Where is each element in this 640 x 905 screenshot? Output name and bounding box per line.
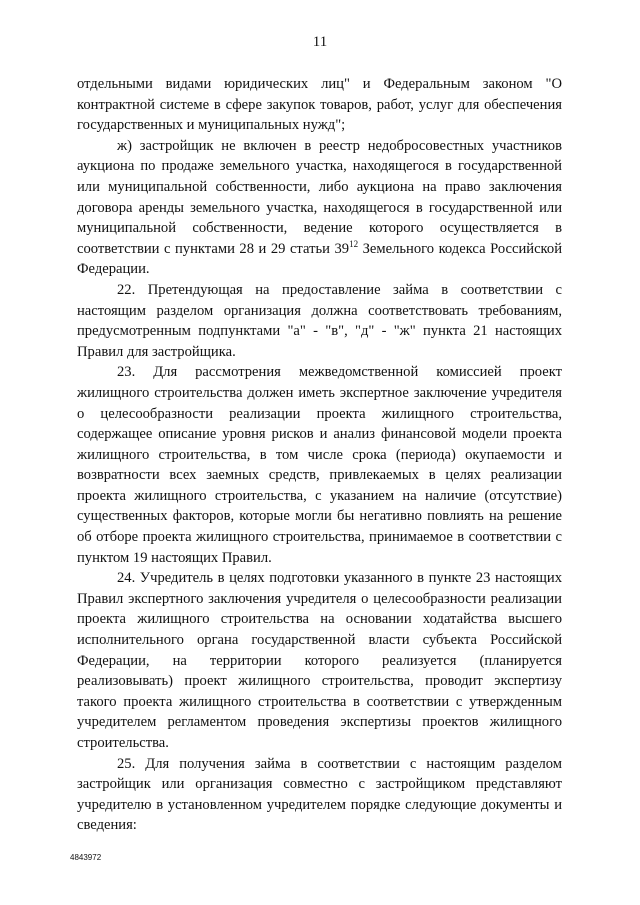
paragraph-22: 22. Претендующая на предоставление займа в соответствии с настоящим разделом организация должна соответствовать требованиям, предусмотренным подпунктами "а" - "в", "д" - "ж" пункта 21 настоящих Правил для застройщика.: [77, 281, 562, 360]
paragraph-24: 24. Учредитель в целях подготовки указанного в пункте 23 настоящих Правил экспертного заключения учредителя о целесообразности реализации проекта жилищного строительства на основании ходатайства высшего исполнительного органа государственной власти субъекта Российской Федерации, на территории которого реализуется (планируется реализовывать) проект жилищного строительства, проводит экспертизу такого проекта жилищного строительства в соответствии с утвержденным учредителем регламентом проведения экспертизы проектов жилищного строительства.: [77, 570, 562, 751]
paragraph-25: 25. Для получения займа в соответствии с настоящим разделом застройщик или организация совместно с застройщиком представляют учредителю в установленном учредителем порядке следующие документы и сведения:: [77, 755, 562, 834]
paragraph-subitem-zh: [77, 136, 562, 280]
article-superscript: 12: [349, 238, 359, 249]
paragraph-23: 23. Для рассмотрения межведомственной комиссией проект жилищного строительства должен иметь экспертное заключение учредителя о целесообразности реализации проекта жилищного строительства, содержащее описание уровня рисков и анализ финансовой модели проекта жилищного строительства, в том числе срока (периода) окупаемости и возвратности всех заемных средств, привлекаемых в целях реализации проекта жилищного строительства, с указанием на наличие (отсутствие) существенных факторов, которые могли бы негативно повлиять на решение об отборе проекта жилищного строительства, принимаемое в соответствии с пунктом 19 настоящих Правил.: [77, 364, 562, 566]
paragraph-continuation: отдельными видами юридических лиц" и Федеральным законом "О контрактной системе в сфере закупок товаров, работ, услуг для обеспечения государственных и муниципальных нужд";: [77, 76, 562, 134]
page-number: 11: [312, 34, 328, 50]
document-id: 4843972: [70, 853, 102, 862]
paragraph-text: Земельного кодекса Российской Федерации.: [77, 240, 563, 278]
paragraph-text: ж) застройщик не включен в реестр недобросовестных участников аукциона по продаже земельного участка, находящегося в государственной или муниципальной собственности, либо аукциона на право заключения договора аренды земельного участка, находящегося в государственной или муниципальной собственности, ведение которого осуществляется в соответствии с пунктами 28 и 29 статьи 39: [77, 137, 562, 257]
document-body: [77, 74, 562, 836]
